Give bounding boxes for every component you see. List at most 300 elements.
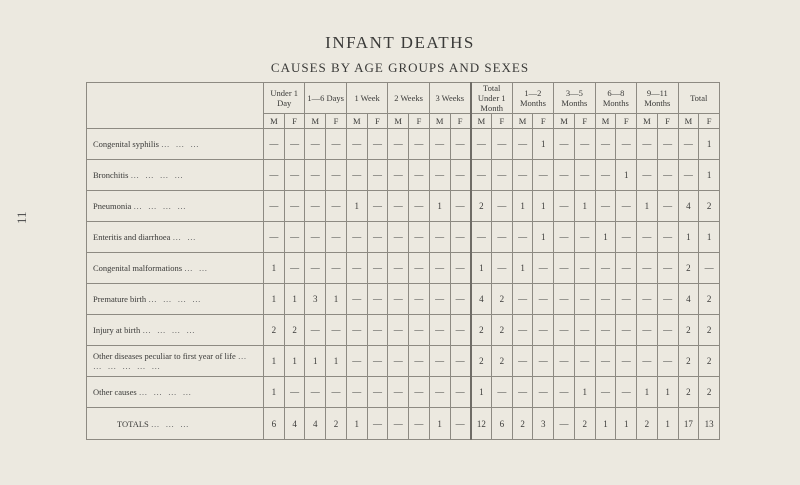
value-cell: — [616,222,637,253]
value-cell: 1 [678,222,699,253]
value-cell: 3 [533,408,554,440]
value-cell: — [326,253,347,284]
page-subtitle: CAUSES BY AGE GROUPS AND SEXES [270,60,530,75]
value-cell: — [326,160,347,191]
value-cell: — [346,377,367,408]
value-cell: — [450,408,471,440]
age-group-header: 3—5 Months [554,83,595,114]
value-cell: 2 [264,315,285,346]
cause-name: Premature birth [93,294,147,304]
value-cell: — [388,377,409,408]
value-cell: 2 [678,315,699,346]
table-row [87,346,720,377]
table-row [87,160,720,191]
value-cell: — [429,284,450,315]
value-cell: — [637,346,658,377]
value-cell: — [284,191,305,222]
value-cell: 2 [678,377,699,408]
value-cell: — [657,315,678,346]
table-row [87,129,720,160]
cause-name: Other causes [93,387,137,397]
value-cell: — [471,160,492,191]
value-cell: 1 [533,191,554,222]
value-cell: — [450,315,471,346]
value-cell: — [429,315,450,346]
value-cell: — [264,191,285,222]
table-row [87,315,720,346]
value-cell: 1 [264,346,285,377]
value-cell: 4 [678,284,699,315]
value-cell: — [450,346,471,377]
value-cell: — [491,253,512,284]
age-group-header: Under 1 Day [264,83,305,114]
sex-header: F [616,114,637,129]
value-cell: — [657,160,678,191]
value-cell: 1 [284,284,305,315]
table-row [87,222,720,253]
value-cell: — [388,284,409,315]
value-cell: 1 [574,191,595,222]
value-cell: — [367,222,388,253]
value-cell: 2 [699,346,720,377]
leader-dots: … … … … [130,170,185,180]
value-cell: — [616,377,637,408]
value-cell: — [305,160,326,191]
value-cell: — [367,160,388,191]
value-cell: — [305,129,326,160]
value-cell: 1 [595,408,616,440]
cause-name: TOTALS [117,418,149,429]
value-cell: — [637,129,658,160]
value-cell: 1 [657,377,678,408]
sex-header: F [409,114,430,129]
value-cell: — [616,346,637,377]
value-cell: 2 [699,377,720,408]
value-cell: — [574,346,595,377]
sex-header: F [657,114,678,129]
sex-header: M [346,114,367,129]
value-cell: — [595,346,616,377]
value-cell: — [554,315,575,346]
value-cell: 1 [346,408,367,440]
age-group-header: 2 Weeks [388,83,429,114]
value-cell: — [429,346,450,377]
value-cell: — [429,222,450,253]
value-cell: — [616,284,637,315]
value-cell: — [264,129,285,160]
table-body [87,129,720,440]
value-cell: — [657,191,678,222]
value-cell: 4 [305,408,326,440]
cause-label [87,253,264,284]
value-cell: — [388,346,409,377]
age-group-header-row [87,83,720,114]
value-cell: — [554,129,575,160]
value-cell: 2 [491,346,512,377]
value-cell: — [326,315,347,346]
value-cell: 1 [637,191,658,222]
value-cell: 12 [471,408,492,440]
value-cell: — [388,315,409,346]
value-cell: — [409,191,430,222]
leader-dots: … … [172,232,198,242]
value-cell: 1 [284,346,305,377]
value-cell: — [657,253,678,284]
value-cell: — [284,129,305,160]
value-cell: — [554,346,575,377]
cause-label [87,160,264,191]
value-cell: — [409,284,430,315]
value-cell: 6 [491,408,512,440]
value-cell: — [346,253,367,284]
value-cell: — [264,222,285,253]
table-row [87,191,720,222]
value-cell: — [512,222,533,253]
sex-header: M [512,114,533,129]
value-cell: — [554,253,575,284]
value-cell: — [450,284,471,315]
age-group-header: Total Under 1 Month [471,83,512,114]
value-cell: 2 [326,408,347,440]
page-title: INFANT DEATHS [325,33,475,52]
value-cell: — [409,346,430,377]
value-cell: — [699,253,720,284]
age-group-header: 1—6 Days [305,83,346,114]
sex-header: F [491,114,512,129]
value-cell: — [305,315,326,346]
value-cell: 1 [429,408,450,440]
value-cell: — [595,160,616,191]
leader-dots: … … … … [138,387,194,397]
value-cell: — [491,222,512,253]
value-cell: — [346,284,367,315]
value-cell: 2 [678,346,699,377]
value-cell: — [574,129,595,160]
value-cell: 6 [264,408,285,440]
sex-header: F [284,114,305,129]
value-cell: — [264,160,285,191]
cause-label [87,191,264,222]
cause-label [87,346,264,377]
value-cell: — [326,191,347,222]
sex-header: M [429,114,450,129]
value-cell: — [284,253,305,284]
value-cell: — [284,160,305,191]
value-cell: 2 [699,191,720,222]
value-cell: — [388,129,409,160]
value-cell: — [491,191,512,222]
value-cell: — [512,284,533,315]
value-cell: 1 [533,222,554,253]
age-group-header: 9—11 Months [637,83,678,114]
value-cell: — [512,160,533,191]
value-cell: — [657,346,678,377]
cause-label [87,284,264,315]
value-cell: 2 [471,346,492,377]
value-cell: — [554,377,575,408]
value-cell: — [409,377,430,408]
value-cell: — [305,377,326,408]
value-cell: — [450,191,471,222]
value-cell: — [574,284,595,315]
cause-header [87,83,264,129]
table-row [87,377,720,408]
cause-label [87,129,264,160]
value-cell: — [305,253,326,284]
value-cell: — [409,315,430,346]
value-cell: — [450,160,471,191]
value-cell: — [284,377,305,408]
value-cell: — [554,408,575,440]
value-cell: — [595,129,616,160]
value-cell: — [450,222,471,253]
value-cell: — [346,129,367,160]
table-row [87,284,720,315]
value-cell: — [367,408,388,440]
value-cell: 1 [326,346,347,377]
cause-label [87,315,264,346]
value-cell: 1 [471,377,492,408]
value-cell: — [533,160,554,191]
value-cell: — [346,160,367,191]
cause-name: Enteritis and diarrhoea [93,232,171,242]
value-cell: — [512,346,533,377]
value-cell: — [409,253,430,284]
cause-name: Congenital syphilis [93,139,159,149]
value-cell: — [409,160,430,191]
value-cell: — [326,129,347,160]
value-cell: 1 [699,160,720,191]
value-cell: 2 [637,408,658,440]
leader-dots: … … … [150,418,191,429]
sex-header: F [367,114,388,129]
value-cell: — [388,253,409,284]
value-cell: — [346,346,367,377]
value-cell: — [491,160,512,191]
cause-name: Pneumonia [93,201,132,211]
value-cell: 1 [346,191,367,222]
value-cell: 1 [533,129,554,160]
value-cell: — [367,377,388,408]
value-cell: — [367,284,388,315]
value-cell: — [533,346,554,377]
value-cell: — [574,160,595,191]
leader-dots: … … … … [148,294,203,304]
sex-header: M [637,114,658,129]
sex-header: M [388,114,409,129]
sex-header: M [305,114,326,129]
value-cell: 2 [491,315,512,346]
value-cell: 1 [264,253,285,284]
value-cell: — [471,129,492,160]
value-cell: 2 [471,191,492,222]
sex-header: F [326,114,347,129]
value-cell: — [637,315,658,346]
value-cell: — [388,222,409,253]
sex-header: M [471,114,492,129]
value-cell: 1 [429,191,450,222]
value-cell: 2 [699,315,720,346]
totals-row [87,408,720,440]
value-cell: — [574,315,595,346]
value-cell: — [367,129,388,160]
value-cell: — [657,129,678,160]
sex-header: M [554,114,575,129]
value-cell: — [657,222,678,253]
value-cell: 1 [699,222,720,253]
value-cell: — [595,377,616,408]
value-cell: 1 [264,284,285,315]
value-cell: — [367,346,388,377]
age-group-header: 3 Weeks [429,83,470,114]
value-cell: — [574,222,595,253]
value-cell: — [595,191,616,222]
leader-dots: … … … … … … [93,351,249,371]
value-cell: — [574,253,595,284]
value-cell: 2 [574,408,595,440]
leader-dots: … … … … [142,325,197,335]
value-cell: — [471,222,492,253]
totals-label [87,408,264,440]
value-cell: 1 [574,377,595,408]
value-cell: — [616,191,637,222]
sex-header: F [699,114,720,129]
value-cell: 1 [699,129,720,160]
sex-header: F [450,114,471,129]
sex-header: M [264,114,285,129]
sex-header: F [533,114,554,129]
value-cell: — [450,253,471,284]
infant-deaths-table [86,82,720,440]
value-cell: — [637,222,658,253]
value-cell: — [595,315,616,346]
value-cell: 4 [471,284,492,315]
value-cell: 2 [512,408,533,440]
value-cell: — [388,408,409,440]
value-cell: — [284,222,305,253]
value-cell: — [429,377,450,408]
value-cell: — [429,160,450,191]
value-cell: — [450,377,471,408]
value-cell: 17 [678,408,699,440]
cause-name: Other diseases peculiar to first year of life [93,351,236,361]
value-cell: 4 [678,191,699,222]
value-cell: 1 [326,284,347,315]
sex-header: M [678,114,699,129]
age-group-header: 6—8 Months [595,83,636,114]
leader-dots: … … … … [133,201,188,211]
value-cell: — [512,315,533,346]
value-cell: — [409,408,430,440]
value-cell: 1 [512,253,533,284]
value-cell: 4 [284,408,305,440]
value-cell: — [657,284,678,315]
value-cell: — [305,222,326,253]
value-cell: 1 [512,191,533,222]
value-cell: — [491,129,512,160]
value-cell: — [409,129,430,160]
value-cell: — [429,129,450,160]
sex-header: F [574,114,595,129]
value-cell: — [409,222,430,253]
age-group-header: Total [678,83,719,114]
value-cell: 13 [699,408,720,440]
value-cell: — [616,253,637,284]
value-cell: 3 [305,284,326,315]
value-cell: — [533,377,554,408]
value-cell: 2 [284,315,305,346]
value-cell: 1 [264,377,285,408]
age-group-header: 1 Week [346,83,387,114]
value-cell: 1 [616,160,637,191]
value-cell: 1 [616,408,637,440]
value-cell: — [367,253,388,284]
value-cell: — [388,160,409,191]
value-cell: 2 [471,315,492,346]
value-cell: — [678,160,699,191]
value-cell: — [595,284,616,315]
value-cell: — [637,253,658,284]
page-number: 11 [14,211,29,224]
value-cell: — [637,284,658,315]
value-cell: — [678,129,699,160]
value-cell: — [533,284,554,315]
value-cell: — [533,315,554,346]
value-cell: — [616,129,637,160]
cause-label [87,222,264,253]
value-cell: — [554,191,575,222]
value-cell: 1 [305,346,326,377]
sex-header: M [595,114,616,129]
value-cell: — [554,160,575,191]
value-cell: — [450,129,471,160]
value-cell: 2 [491,284,512,315]
value-cell: 1 [595,222,616,253]
cause-name: Injury at birth [93,325,141,335]
value-cell: — [554,222,575,253]
value-cell: — [326,377,347,408]
value-cell: 2 [678,253,699,284]
cause-name: Congenital malformations [93,263,182,273]
value-cell: — [491,377,512,408]
value-cell: — [429,253,450,284]
cause-label [87,377,264,408]
value-cell: 1 [471,253,492,284]
value-cell: — [305,191,326,222]
value-cell: — [326,222,347,253]
value-cell: — [512,377,533,408]
cause-name: Bronchitis [93,170,129,180]
value-cell: — [367,191,388,222]
value-cell: 1 [657,408,678,440]
value-cell: — [637,160,658,191]
value-cell: 2 [699,284,720,315]
leader-dots: … … [184,263,210,273]
value-cell: — [388,191,409,222]
value-cell: — [367,315,388,346]
value-cell: — [554,284,575,315]
value-cell: — [346,222,367,253]
value-cell: — [512,129,533,160]
value-cell: — [346,315,367,346]
leader-dots: … … … [161,139,201,149]
value-cell: — [595,253,616,284]
value-cell: — [616,315,637,346]
value-cell: — [533,253,554,284]
table-row [87,253,720,284]
value-cell: 1 [637,377,658,408]
age-group-header: 1—2 Months [512,83,553,114]
